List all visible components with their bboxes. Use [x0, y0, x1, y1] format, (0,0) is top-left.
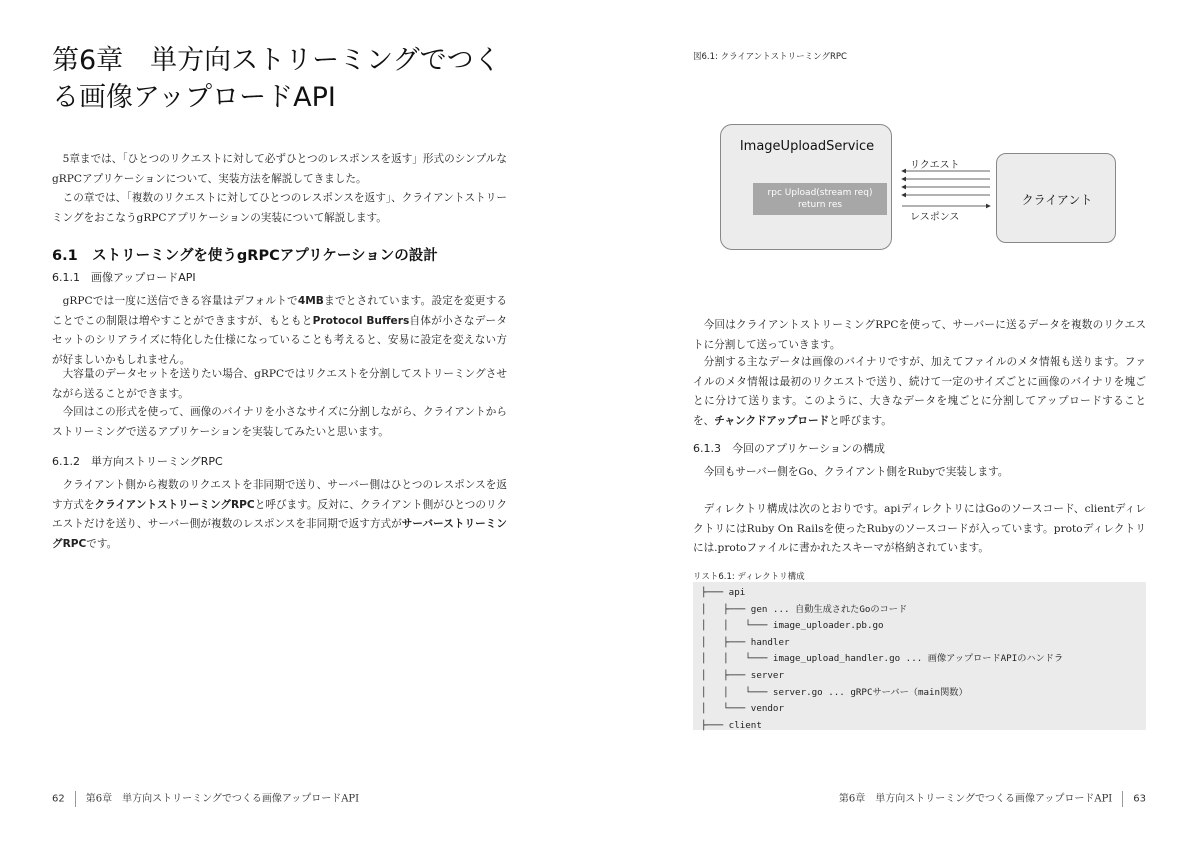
client-label: クライアント: [1021, 193, 1093, 207]
right-page: [600, 0, 1200, 848]
footer-divider: [1122, 791, 1123, 807]
running-title: 第6章 単方向ストリーミングでつくる画像アップロードAPI: [85, 793, 360, 805]
section-6-1-2-heading: 6.1.2 単方向ストリーミングRPC: [52, 455, 223, 468]
paragraph-r2: 分割する主なデータは画像のバイナリですが、加えてファイルのメタ情報も送ります。ファイルのメタ情報は最初のリクエストで送り、続けて一定のサイズごとに画像のバイナリを塊ごとに分けて送ります。このように、大きなデータを塊ごとに分割してアップロードすることを、チャンクドアップロードと呼びます。: [693, 356, 1146, 427]
listing-line: │ ├─── gen ... 自動生成されたGoのコード: [701, 603, 908, 615]
response-label: レスポンス: [910, 212, 960, 223]
paragraph-r4: ディレクトリ構成は次のとおりです。apiディレクトリにはGoのソースコード、clientディレクトリにはRuby On Railsを使ったRubyのソースコードが入っています。protoディレクトリには.protoファイルに書かれたスキーマが格納されています。: [693, 503, 1146, 554]
paragraph-r3: 今回もサーバー側をGo、クライアント側をRubyで実装します。: [703, 466, 1009, 478]
bold-chunked-upload: チャンクドアップロード: [714, 414, 830, 427]
page-number: 63: [1133, 793, 1146, 805]
paragraph-6-1-2: クライアント側から複数のリクエストを非同期で送り、サーバー側はひとつのレスポンスを返す方式をクライアントストリーミングRPCと呼びます。反対に、クライアント側がひとつのリクエストだけを送り、サーバー側が複数のレスポンスを非同期で返す方式がサーバーストリーミングRPCです。: [52, 479, 508, 550]
bold-4mb: 4MB: [297, 295, 324, 307]
listing-line: │ │ └─── image_uploader.pb.go: [701, 620, 884, 632]
intro-paragraph-1: 5章までは、「ひとつのリクエストに対して必ずひとつのレスポンスを返す」形式のシンプルなgRPCアプリケーションについて、実装方法を解説してきました。: [52, 153, 507, 185]
section-6-1-heading: 6.1 ストリーミングを使うgRPCアプリケーションの設計: [52, 248, 438, 264]
request-label: リクエスト: [910, 160, 960, 171]
section-6-1-3-heading: 6.1.3 今回のアプリケーションの構成: [693, 442, 885, 455]
service-label: ImageUploadService: [739, 139, 875, 154]
directory-listing: [693, 582, 1146, 730]
paragraph-6-1-1-a: gRPCでは一度に送信できる容量はデフォルトで4MBまでとされています。設定を変更することでこの制限は増やすことができますが、もともとProtocol Buffers自体が小さなデータセットのシリアライズに特化した仕様になっていることも考えると、安易に設定を変えない方が好ましいかもしれません。: [52, 295, 508, 366]
listing-line: ├─── api: [701, 587, 746, 598]
paragraph-6-1-1-b: 大容量のデータセットを送りたい場合、gRPCではリクエストを分割してストリーミングさせながら送ることができます。: [52, 368, 507, 400]
listing-line: │ ├─── server: [701, 669, 784, 681]
section-6-1-1-heading: 6.1.1 画像アップロードAPI: [52, 271, 196, 284]
rpc-line-2: return res: [797, 200, 843, 210]
running-title: 第6章 単方向ストリーミングでつくる画像アップロードAPI: [838, 793, 1113, 805]
intro-paragraph-2: この章では、「複数のリクエストに対してひとつのレスポンスを返す」、クライアントストリーミングをおこなうgRPCアプリケーションの実装について解説します。: [52, 192, 507, 224]
paragraph-r1: 今回はクライアントストリーミングRPCを使って、サーバーに送るデータを複数のリクエストに分割して送っていきます。: [693, 319, 1146, 351]
listing-caption: リスト6.1: ディレクトリ構成: [693, 572, 805, 582]
left-page: [0, 0, 560, 848]
listing-line: │ │ └─── image_upload_handler.go ... 画像アップロードAPIのハンドラ: [701, 653, 1064, 665]
client-streaming-diagram: [720, 124, 1150, 252]
bold-server-streaming: サーバーストリーミングRPC: [52, 518, 507, 550]
listing-line: │ └─── vendor: [701, 703, 784, 715]
chapter-title: 第6章 単方向ストリーミングでつくる画像アップロードAPI: [52, 45, 501, 113]
paragraph-6-1-1-c: 今回はこの形式を使って、画像のバイナリを小さなサイズに分割しながら、クライアントからストリーミングで送るアプリケーションを実装してみたいと思います。: [52, 406, 507, 438]
figure-caption: 図6.1: クライアントストリーミングRPC: [693, 52, 847, 62]
listing-line: │ │ └─── server.go ... gRPCサーバー（main関数）: [701, 686, 968, 698]
arrows-svg: [720, 124, 1150, 252]
listing-line: ├─── client: [701, 719, 762, 731]
listing-line: │ ├─── handler: [701, 636, 790, 648]
page-number: 62: [52, 793, 65, 805]
rpc-line-1: rpc Upload(stream req): [767, 188, 873, 198]
left-footer: [52, 791, 359, 807]
bold-client-streaming: クライアントストリーミングRPC: [94, 498, 255, 511]
footer-divider: [75, 791, 76, 807]
right-footer: [839, 791, 1146, 807]
bold-protocol-buffers: Protocol Buffers: [312, 314, 410, 327]
